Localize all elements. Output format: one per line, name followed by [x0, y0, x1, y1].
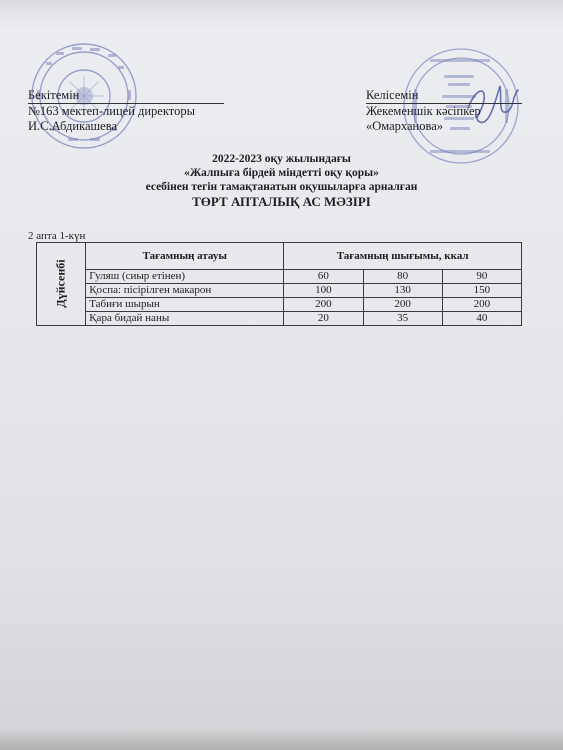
table-row	[37, 298, 522, 312]
dish-yield-1: 60	[284, 270, 363, 284]
page-top-shadow	[0, 0, 563, 30]
approval-block	[28, 88, 224, 134]
document-heading	[0, 152, 563, 210]
col-header-yield: Тағамның шығымы, ккал	[284, 243, 522, 270]
menu-table	[36, 242, 522, 326]
dish-name: Табиғи шырын	[86, 298, 284, 312]
dish-yield-2: 35	[363, 312, 442, 326]
heading-main-title: ТӨРТ АПТАЛЫҚ АС МӘЗІРІ	[192, 194, 371, 209]
dish-yield-2: 200	[363, 298, 442, 312]
dish-name: Қоспа: пісірілген макарон	[86, 284, 284, 298]
dish-yield-3: 90	[442, 270, 521, 284]
dish-yield-2: 130	[363, 284, 442, 298]
heading-fund: «Жалпыға бірдей міндетті оқу қоры»	[184, 167, 379, 179]
dish-yield-3: 40	[442, 312, 521, 326]
agreement-block	[366, 88, 522, 134]
day-cell	[37, 243, 86, 326]
dish-yield-3: 200	[442, 298, 521, 312]
dish-yield-1: 200	[284, 298, 363, 312]
day-name: Дүйсенбі	[53, 259, 68, 308]
dish-yield-2: 80	[363, 270, 442, 284]
heading-subtitle: есебінен тегін тамақтанатын оқушыларға арналған	[145, 181, 418, 193]
dish-name: Қара бидай наны	[86, 312, 284, 326]
table-row	[37, 284, 522, 298]
approve-org: №163 мектеп-лицей директоры	[28, 104, 195, 118]
dish-yield-1: 20	[284, 312, 363, 326]
agree-name: «Омарханова»	[366, 119, 444, 133]
desk-edge	[0, 728, 563, 750]
dish-name: Гуляш (сиыр етінен)	[86, 270, 284, 284]
heading-year: 2022-2023 оқу жылындағы	[212, 153, 351, 165]
table-header-row	[37, 243, 522, 270]
col-header-name: Тағамның атауы	[86, 243, 284, 270]
approve-title: Бекітемін	[28, 88, 224, 104]
dish-yield-3: 150	[442, 284, 521, 298]
agree-title: Келісемін	[366, 88, 522, 104]
table-row	[37, 270, 522, 284]
table-row	[37, 312, 522, 326]
week-day-label: 2 апта 1-күн	[28, 230, 86, 242]
dish-yield-1: 100	[284, 284, 363, 298]
agree-org: Жекеменшік кәсіпкер	[366, 104, 481, 118]
approve-name: И.С.Абдикашева	[28, 119, 117, 133]
